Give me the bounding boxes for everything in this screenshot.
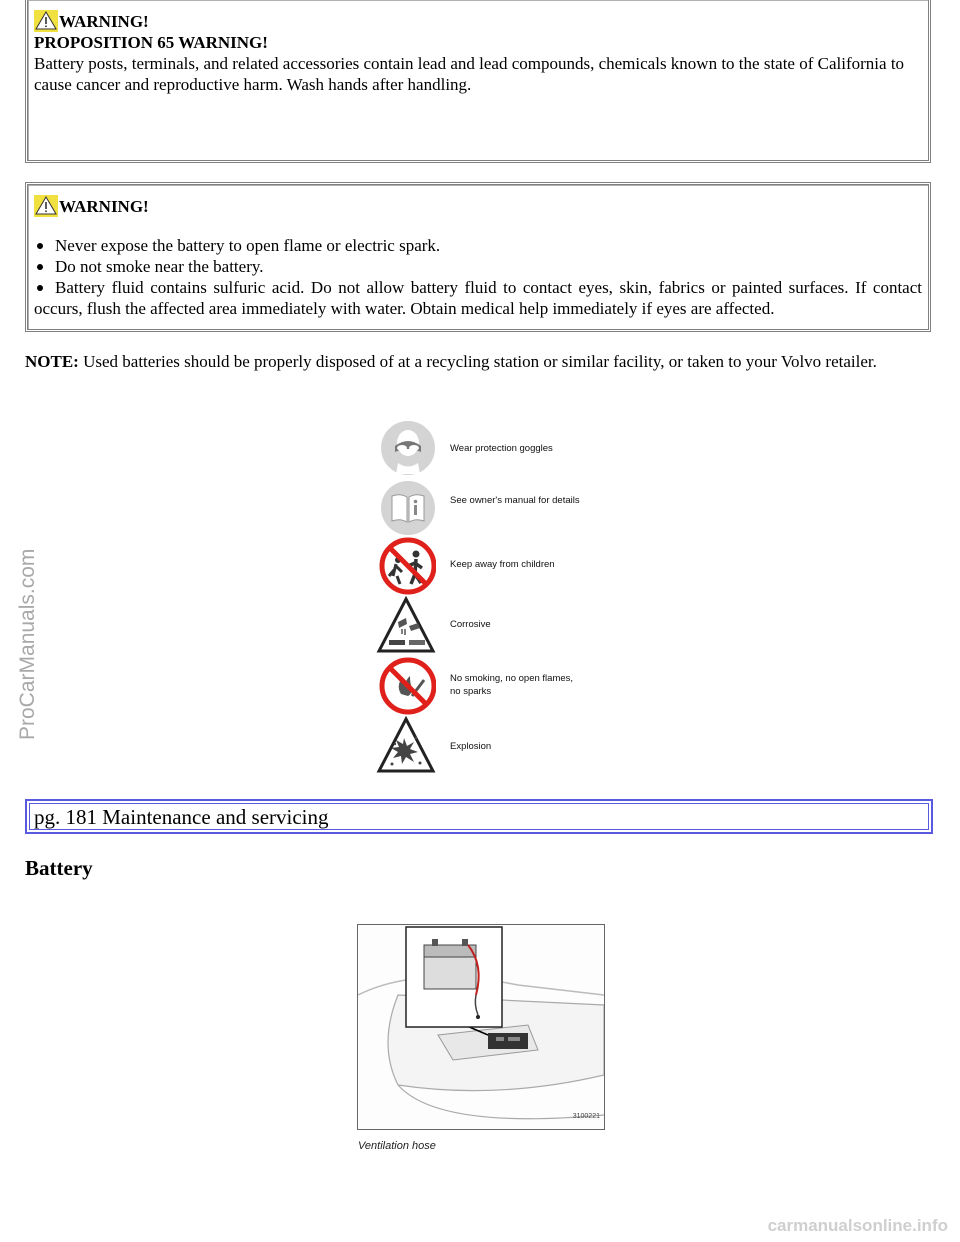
battery-illustration bbox=[357, 924, 605, 1130]
no-smoking-icon bbox=[376, 656, 436, 716]
symbol-label: Keep away from children bbox=[450, 559, 555, 570]
list-item: Do not smoke near the battery. bbox=[34, 256, 922, 277]
watermark-bottom: carmanualsonline.info bbox=[767, 1216, 948, 1235]
symbol-label: Corrosive bbox=[450, 619, 491, 630]
symbol-row-manual bbox=[376, 478, 586, 538]
battery-safety-symbols bbox=[376, 418, 586, 778]
symbol-row-corrosive bbox=[376, 596, 586, 656]
manual-icon bbox=[376, 478, 436, 538]
symbol-row-children bbox=[376, 536, 586, 596]
symbol-row-goggles bbox=[376, 418, 586, 478]
battery-safety-warning-box bbox=[25, 182, 931, 332]
watermark-left: ProCarManuals.com bbox=[16, 548, 39, 740]
proposition-65-heading: PROPOSITION 65 WARNING! bbox=[34, 33, 268, 52]
symbol-label: Wear protection goggles bbox=[450, 443, 553, 454]
battery-drawing bbox=[358, 925, 604, 1129]
symbol-label: No smoking, no open flames, no sparks bbox=[450, 673, 574, 697]
explosion-icon bbox=[376, 716, 436, 776]
warning-title: WARNING! bbox=[34, 10, 922, 32]
goggles-icon bbox=[376, 418, 436, 478]
note-text: Used batteries should be properly disposed of at a recycling station or similar facility, or taken to your Volvo retailer. bbox=[78, 352, 877, 371]
note-label: NOTE: bbox=[25, 352, 79, 371]
symbol-label: Explosion bbox=[450, 741, 492, 752]
warning-bullet-list bbox=[34, 235, 922, 319]
symbol-label: See owner's manual for details bbox=[450, 495, 580, 506]
page-header-bar bbox=[25, 799, 933, 834]
proposition-65-warning-box bbox=[25, 0, 931, 163]
proposition-65-text: Battery posts, terminals, and related accessories contain lead and lead compounds, chemicals known to the state of California to cause cancer and reproductive harm. Wash hands after handling. bbox=[34, 54, 905, 94]
symbol-row-no-smoking bbox=[376, 656, 586, 716]
disposal-note bbox=[25, 351, 929, 372]
figure-code: 3100221 bbox=[572, 1113, 600, 1120]
section-title: Battery bbox=[25, 856, 93, 880]
page-header-text: pg. 181 Maintenance and servicing bbox=[29, 803, 929, 830]
corrosive-icon bbox=[376, 596, 436, 656]
warning-icon bbox=[34, 10, 58, 32]
symbol-row-explosion bbox=[376, 716, 586, 776]
keep-away-children-icon bbox=[376, 536, 436, 596]
figure-caption: Ventilation hose bbox=[358, 1140, 436, 1152]
list-item: Never expose the battery to open flame or electric spark. bbox=[34, 235, 922, 256]
warning-icon bbox=[34, 195, 58, 217]
list-item: Battery fluid contains sulfuric acid. Do not allow battery fluid to contact eyes, skin, fabrics or painted surfaces. If contact occurs, flush the affected area immediately with water. Obtain medical help immediately if eyes are affected. bbox=[34, 278, 922, 318]
warning-title: WARNING! bbox=[34, 195, 922, 217]
